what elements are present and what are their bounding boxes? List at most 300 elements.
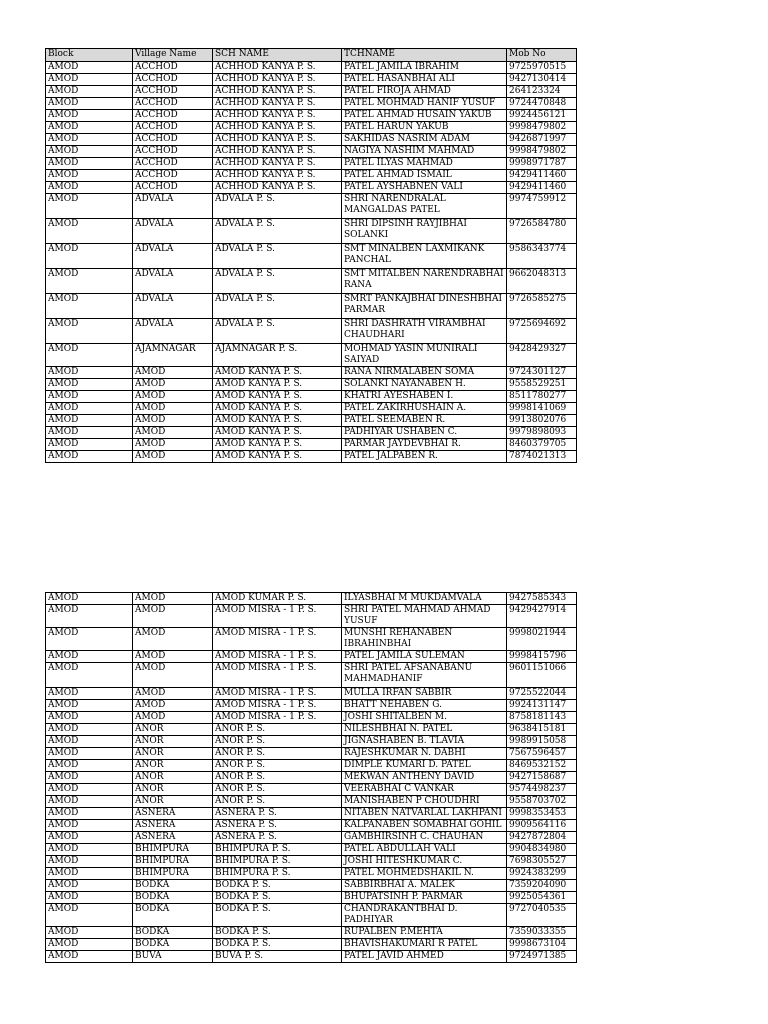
cell-school-name: BHIMPURA P. S. xyxy=(213,844,342,856)
cell-teacher-name: PATEL AHMAD ISMAIL xyxy=(342,170,507,182)
cell-mobile-no: 9558529251 xyxy=(507,379,577,391)
cell-teacher-name: RUPALBEN P.MEHTA xyxy=(342,927,507,939)
cell-mobile-no: 9726584780 xyxy=(507,219,577,244)
table-row xyxy=(46,367,577,379)
cell-school-name: ANOR P. S. xyxy=(213,736,342,748)
cell-mobile-no: 9638415181 xyxy=(507,724,577,736)
cell-block: AMOD xyxy=(46,880,133,892)
cell-teacher-name: PATEL ABDULLAH VALI xyxy=(342,844,507,856)
teacher-table-1 xyxy=(45,48,577,463)
cell-block: AMOD xyxy=(46,939,133,951)
table-row xyxy=(46,122,577,134)
cell-school-name: ADVALA P. S. xyxy=(213,194,342,219)
header-block: Block xyxy=(46,49,133,62)
table-row xyxy=(46,663,577,688)
cell-block: AMOD xyxy=(46,796,133,808)
cell-school-name: AMOD KANYA P. S. xyxy=(213,415,342,427)
cell-village-name: ACCHOD xyxy=(133,122,213,134)
table-row xyxy=(46,62,577,74)
cell-teacher-name: PATEL JAMILA SULEMAN xyxy=(342,651,507,663)
cell-block: AMOD xyxy=(46,808,133,820)
cell-teacher-name: SHRI NARENDRALAL MANGALDAS PATEL xyxy=(342,194,507,219)
cell-mobile-no: 7359033355 xyxy=(507,927,577,939)
cell-village-name: ANOR xyxy=(133,748,213,760)
table-row xyxy=(46,415,577,427)
cell-teacher-name: JOSHI SHITALBEN M. xyxy=(342,712,507,724)
cell-block: AMOD xyxy=(46,182,133,194)
cell-mobile-no: 9725970515 xyxy=(507,62,577,74)
table-row xyxy=(46,427,577,439)
cell-school-name: AMOD KANYA P. S. xyxy=(213,451,342,463)
table-row xyxy=(46,170,577,182)
cell-mobile-no: 9909564116 xyxy=(507,820,577,832)
cell-village-name: BODKA xyxy=(133,939,213,951)
cell-school-name: ACHHOD KANYA P. S. xyxy=(213,182,342,194)
cell-school-name: AMOD MISRA - 1 P. S. xyxy=(213,700,342,712)
cell-village-name: BODKA xyxy=(133,904,213,927)
cell-mobile-no: 7698305527 xyxy=(507,856,577,868)
cell-village-name: ANOR xyxy=(133,724,213,736)
cell-school-name: AMOD MISRA - 1 P. S. xyxy=(213,712,342,724)
cell-village-name: ASNERA xyxy=(133,808,213,820)
cell-teacher-name: SAKHIDAS NASRIM ADAM xyxy=(342,134,507,146)
cell-mobile-no: 264123324 xyxy=(507,86,577,98)
cell-block: AMOD xyxy=(46,856,133,868)
cell-school-name: ASNERA P. S. xyxy=(213,820,342,832)
table-row xyxy=(46,593,577,605)
cell-village-name: BODKA xyxy=(133,880,213,892)
table-row xyxy=(46,294,577,319)
cell-mobile-no: 8758181143 xyxy=(507,712,577,724)
cell-block: AMOD xyxy=(46,712,133,724)
cell-village-name: AMOD xyxy=(133,712,213,724)
cell-teacher-name: SOLANKI NAYANABEN H. xyxy=(342,379,507,391)
table-row xyxy=(46,927,577,939)
cell-village-name: ANOR xyxy=(133,796,213,808)
cell-school-name: ANOR P. S. xyxy=(213,724,342,736)
cell-block: AMOD xyxy=(46,951,133,963)
cell-block: AMOD xyxy=(46,344,133,367)
cell-block: AMOD xyxy=(46,294,133,319)
cell-teacher-name: MULLA IRFAN SABBIR xyxy=(342,688,507,700)
cell-school-name: BODKA P. S. xyxy=(213,939,342,951)
cell-school-name: ACHHOD KANYA P. S. xyxy=(213,74,342,86)
cell-school-name: AMOD KANYA P. S. xyxy=(213,391,342,403)
cell-block: AMOD xyxy=(46,724,133,736)
cell-mobile-no: 7874021313 xyxy=(507,451,577,463)
cell-village-name: BODKA xyxy=(133,927,213,939)
table-row xyxy=(46,269,577,294)
cell-block: AMOD xyxy=(46,832,133,844)
cell-teacher-name: SMT MINALBEN LAXMIKANK PANCHAL xyxy=(342,244,507,269)
cell-block: AMOD xyxy=(46,403,133,415)
cell-mobile-no: 9924131147 xyxy=(507,700,577,712)
cell-village-name: AMOD xyxy=(133,367,213,379)
cell-village-name: ADVALA xyxy=(133,219,213,244)
cell-village-name: ANOR xyxy=(133,784,213,796)
table-row xyxy=(46,244,577,269)
cell-mobile-no: 9998353453 xyxy=(507,808,577,820)
cell-school-name: ANOR P. S. xyxy=(213,784,342,796)
cell-mobile-no: 9429411460 xyxy=(507,182,577,194)
cell-block: AMOD xyxy=(46,820,133,832)
cell-mobile-no: 7567596457 xyxy=(507,748,577,760)
cell-village-name: ACCHOD xyxy=(133,74,213,86)
cell-teacher-name: PATEL MOHMEDSHAKIL N. xyxy=(342,868,507,880)
cell-teacher-name: PATEL JAMILA IBRAHIM xyxy=(342,62,507,74)
cell-block: AMOD xyxy=(46,319,133,344)
table-row xyxy=(46,688,577,700)
cell-school-name: ACHHOD KANYA P. S. xyxy=(213,62,342,74)
cell-teacher-name: SMRT PANKAJBHAI DINESHBHAI PARMAR xyxy=(342,294,507,319)
cell-block: AMOD xyxy=(46,663,133,688)
table-row xyxy=(46,892,577,904)
cell-block: AMOD xyxy=(46,110,133,122)
cell-block: AMOD xyxy=(46,593,133,605)
cell-school-name: AMOD KUMAR P. S. xyxy=(213,593,342,605)
cell-block: AMOD xyxy=(46,269,133,294)
table-row xyxy=(46,856,577,868)
cell-village-name: AMOD xyxy=(133,391,213,403)
cell-block: AMOD xyxy=(46,868,133,880)
cell-block: AMOD xyxy=(46,122,133,134)
cell-village-name: BHIMPURA xyxy=(133,856,213,868)
cell-block: AMOD xyxy=(46,892,133,904)
table-row xyxy=(46,820,577,832)
table-row xyxy=(46,379,577,391)
cell-block: AMOD xyxy=(46,748,133,760)
cell-block: AMOD xyxy=(46,86,133,98)
cell-block: AMOD xyxy=(46,844,133,856)
cell-block: AMOD xyxy=(46,628,133,651)
cell-village-name: ACCHOD xyxy=(133,86,213,98)
table-row xyxy=(46,98,577,110)
cell-block: AMOD xyxy=(46,98,133,110)
cell-mobile-no: 9429411460 xyxy=(507,170,577,182)
cell-teacher-name: CHANDRAKANTBHAI D. PADHIYAR xyxy=(342,904,507,927)
cell-block: AMOD xyxy=(46,688,133,700)
cell-mobile-no: 9725694692 xyxy=(507,319,577,344)
cell-mobile-no: 9998479802 xyxy=(507,146,577,158)
cell-school-name: ANOR P. S. xyxy=(213,796,342,808)
cell-mobile-no: 9726585275 xyxy=(507,294,577,319)
cell-school-name: BHIMPURA P. S. xyxy=(213,868,342,880)
cell-block: AMOD xyxy=(46,605,133,628)
cell-village-name: AMOD xyxy=(133,628,213,651)
cell-block: AMOD xyxy=(46,379,133,391)
cell-school-name: AMOD KANYA P. S. xyxy=(213,379,342,391)
cell-mobile-no: 9558703702 xyxy=(507,796,577,808)
table-row xyxy=(46,134,577,146)
cell-mobile-no: 8511780277 xyxy=(507,391,577,403)
cell-village-name: BODKA xyxy=(133,892,213,904)
cell-teacher-name: PATEL AHMAD HUSAIN YAKUB xyxy=(342,110,507,122)
cell-village-name: AMOD xyxy=(133,593,213,605)
cell-mobile-no: 9925054361 xyxy=(507,892,577,904)
table-row xyxy=(46,344,577,367)
cell-mobile-no: 8460379705 xyxy=(507,439,577,451)
cell-school-name: ACHHOD KANYA P. S. xyxy=(213,170,342,182)
cell-teacher-name: PATEL HARUN YAKUB xyxy=(342,122,507,134)
cell-school-name: ADVALA P. S. xyxy=(213,244,342,269)
cell-block: AMOD xyxy=(46,904,133,927)
cell-school-name: BUVA P. S. xyxy=(213,951,342,963)
table-row xyxy=(46,904,577,927)
cell-school-name: ACHHOD KANYA P. S. xyxy=(213,122,342,134)
table-row xyxy=(46,760,577,772)
cell-teacher-name: SHRI DIPSINH RAYJIBHAI SOLANKI xyxy=(342,219,507,244)
cell-block: AMOD xyxy=(46,772,133,784)
cell-school-name: AMOD MISRA - 1 P. S. xyxy=(213,688,342,700)
header-school-name: SCH NAME xyxy=(213,49,342,62)
cell-mobile-no: 9727040535 xyxy=(507,904,577,927)
cell-teacher-name: NITABEN NATVARLAL LAKHPANI xyxy=(342,808,507,820)
cell-village-name: AMOD xyxy=(133,379,213,391)
header-village-name: Village Name xyxy=(133,49,213,62)
cell-mobile-no: 9904834980 xyxy=(507,844,577,856)
table-row xyxy=(46,796,577,808)
cell-mobile-no: 9601151066 xyxy=(507,663,577,688)
cell-village-name: AMOD xyxy=(133,403,213,415)
cell-teacher-name: PADHIYAR USHABEN C. xyxy=(342,427,507,439)
cell-teacher-name: PATEL ILYAS MAHMAD xyxy=(342,158,507,170)
table-row xyxy=(46,74,577,86)
cell-school-name: AMOD KANYA P. S. xyxy=(213,367,342,379)
table-row xyxy=(46,880,577,892)
cell-village-name: ASNERA xyxy=(133,820,213,832)
cell-village-name: BUVA xyxy=(133,951,213,963)
cell-teacher-name: BHUPATSINH P. PARMAR xyxy=(342,892,507,904)
cell-block: AMOD xyxy=(46,391,133,403)
cell-school-name: ADVALA P. S. xyxy=(213,319,342,344)
cell-teacher-name: KALPANABEN SOMABHAI GOHIL xyxy=(342,820,507,832)
table-row xyxy=(46,736,577,748)
cell-mobile-no: 9998415796 xyxy=(507,651,577,663)
cell-block: AMOD xyxy=(46,784,133,796)
cell-block: AMOD xyxy=(46,74,133,86)
cell-village-name: ACCHOD xyxy=(133,98,213,110)
cell-village-name: ACCHOD xyxy=(133,170,213,182)
cell-block: AMOD xyxy=(46,146,133,158)
cell-block: AMOD xyxy=(46,367,133,379)
cell-block: AMOD xyxy=(46,736,133,748)
cell-mobile-no: 9998971787 xyxy=(507,158,577,170)
cell-mobile-no: 9998673104 xyxy=(507,939,577,951)
cell-mobile-no: 8469532152 xyxy=(507,760,577,772)
cell-mobile-no: 9998141069 xyxy=(507,403,577,415)
cell-teacher-name: MANISHABEN P CHOUDHRI xyxy=(342,796,507,808)
cell-mobile-no: 9428429327 xyxy=(507,344,577,367)
cell-mobile-no: 9574498237 xyxy=(507,784,577,796)
cell-block: AMOD xyxy=(46,134,133,146)
cell-teacher-name: PATEL AYSHABNEN VALI xyxy=(342,182,507,194)
cell-block: AMOD xyxy=(46,170,133,182)
table-row xyxy=(46,748,577,760)
cell-mobile-no: 9989915058 xyxy=(507,736,577,748)
cell-school-name: ACHHOD KANYA P. S. xyxy=(213,134,342,146)
cell-village-name: AJAMNAGAR xyxy=(133,344,213,367)
cell-school-name: BODKA P. S. xyxy=(213,880,342,892)
table-row xyxy=(46,219,577,244)
cell-village-name: BHIMPURA xyxy=(133,868,213,880)
cell-school-name: BODKA P. S. xyxy=(213,904,342,927)
cell-village-name: BHIMPURA xyxy=(133,844,213,856)
cell-teacher-name: RAJESHKUMAR N. DABHI xyxy=(342,748,507,760)
table-row xyxy=(46,86,577,98)
cell-block: AMOD xyxy=(46,451,133,463)
cell-village-name: AMOD xyxy=(133,688,213,700)
cell-school-name: AMOD MISRA - 1 P. S. xyxy=(213,628,342,651)
cell-teacher-name: SHRI DASHRATH VIRAMBHAI CHAUDHARI xyxy=(342,319,507,344)
cell-village-name: ACCHOD xyxy=(133,158,213,170)
cell-block: AMOD xyxy=(46,427,133,439)
table-row xyxy=(46,844,577,856)
cell-teacher-name: PATEL JAVID AHMED xyxy=(342,951,507,963)
cell-village-name: ADVALA xyxy=(133,269,213,294)
cell-teacher-name: VEERABHAI C VANKAR xyxy=(342,784,507,796)
table-row xyxy=(46,651,577,663)
cell-mobile-no: 9586343774 xyxy=(507,244,577,269)
cell-mobile-no: 9426871997 xyxy=(507,134,577,146)
cell-mobile-no: 9724470848 xyxy=(507,98,577,110)
cell-teacher-name: NILESHBHAI N. PATEL xyxy=(342,724,507,736)
cell-village-name: AMOD xyxy=(133,451,213,463)
cell-teacher-name: KHATRI AYESHABEN I. xyxy=(342,391,507,403)
cell-village-name: AMOD xyxy=(133,651,213,663)
table-row xyxy=(46,939,577,951)
cell-school-name: AMOD KANYA P. S. xyxy=(213,403,342,415)
cell-mobile-no: 9974759912 xyxy=(507,194,577,219)
cell-block: AMOD xyxy=(46,62,133,74)
table-row xyxy=(46,832,577,844)
cell-mobile-no: 9724301127 xyxy=(507,367,577,379)
cell-village-name: ACCHOD xyxy=(133,62,213,74)
cell-teacher-name: SHRI PATEL AFSANABANU MAHMADHANIF xyxy=(342,663,507,688)
cell-teacher-name: PATEL HASANBHAI ALI xyxy=(342,74,507,86)
table-row xyxy=(46,868,577,880)
cell-school-name: AMOD KANYA P. S. xyxy=(213,427,342,439)
cell-block: AMOD xyxy=(46,927,133,939)
cell-teacher-name: NAGIYA NASHIM MAHMAD xyxy=(342,146,507,158)
table-row xyxy=(46,784,577,796)
cell-school-name: AJAMNAGAR P. S. xyxy=(213,344,342,367)
cell-mobile-no: 9998021944 xyxy=(507,628,577,651)
cell-school-name: ADVALA P. S. xyxy=(213,219,342,244)
cell-mobile-no: 9979898093 xyxy=(507,427,577,439)
cell-teacher-name: RANA NIRMALABEN SOMA xyxy=(342,367,507,379)
table-row xyxy=(46,158,577,170)
cell-school-name: BHIMPURA P. S. xyxy=(213,856,342,868)
table-row xyxy=(46,319,577,344)
cell-school-name: ANOR P. S. xyxy=(213,772,342,784)
table-row xyxy=(46,628,577,651)
cell-mobile-no: 9662048313 xyxy=(507,269,577,294)
cell-village-name: ASNERA xyxy=(133,832,213,844)
cell-village-name: ADVALA xyxy=(133,194,213,219)
header-row xyxy=(46,49,577,62)
cell-village-name: ANOR xyxy=(133,736,213,748)
table-row xyxy=(46,391,577,403)
table-row xyxy=(46,439,577,451)
cell-mobile-no: 9725522044 xyxy=(507,688,577,700)
table-row xyxy=(46,605,577,628)
cell-teacher-name: PATEL ZAKIRHUSHAIN A. xyxy=(342,403,507,415)
header-teacher-name: TCHNAME xyxy=(342,49,507,62)
table-row xyxy=(46,110,577,122)
cell-school-name: BODKA P. S. xyxy=(213,927,342,939)
cell-mobile-no: 9913802076 xyxy=(507,415,577,427)
cell-block: AMOD xyxy=(46,415,133,427)
table-row xyxy=(46,182,577,194)
cell-block: AMOD xyxy=(46,194,133,219)
cell-teacher-name: MEKWAN ANTHENY DAVID xyxy=(342,772,507,784)
table-row xyxy=(46,146,577,158)
cell-village-name: ANOR xyxy=(133,760,213,772)
cell-village-name: AMOD xyxy=(133,415,213,427)
cell-teacher-name: MOHMAD YASIN MUNIRALI SAIYAD xyxy=(342,344,507,367)
cell-school-name: ASNERA P. S. xyxy=(213,832,342,844)
cell-block: AMOD xyxy=(46,700,133,712)
cell-village-name: AMOD xyxy=(133,663,213,688)
cell-village-name: ACCHOD xyxy=(133,110,213,122)
cell-teacher-name: MUNSHI REHANABEN IBRAHINBHAI xyxy=(342,628,507,651)
table-row xyxy=(46,700,577,712)
cell-village-name: AMOD xyxy=(133,700,213,712)
cell-school-name: BODKA P. S. xyxy=(213,892,342,904)
cell-mobile-no: 9924383299 xyxy=(507,868,577,880)
cell-mobile-no: 9998479802 xyxy=(507,122,577,134)
cell-village-name: ANOR xyxy=(133,772,213,784)
cell-school-name: ACHHOD KANYA P. S. xyxy=(213,110,342,122)
cell-school-name: AMOD MISRA - 1 P. S. xyxy=(213,651,342,663)
cell-village-name: AMOD xyxy=(133,439,213,451)
cell-teacher-name: PARMAR JAYDEVBHAI R. xyxy=(342,439,507,451)
cell-block: AMOD xyxy=(46,158,133,170)
cell-teacher-name: DIMPLE KUMARI D. PATEL xyxy=(342,760,507,772)
cell-mobile-no: 7359204090 xyxy=(507,880,577,892)
cell-block: AMOD xyxy=(46,244,133,269)
cell-village-name: ACCHOD xyxy=(133,182,213,194)
table-row xyxy=(46,772,577,784)
cell-village-name: ADVALA xyxy=(133,244,213,269)
cell-village-name: ACCHOD xyxy=(133,146,213,158)
cell-village-name: ACCHOD xyxy=(133,134,213,146)
cell-school-name: ASNERA P. S. xyxy=(213,808,342,820)
cell-school-name: ACHHOD KANYA P. S. xyxy=(213,158,342,170)
cell-teacher-name: ILYASBHAI M MUKDAMVALA xyxy=(342,593,507,605)
cell-school-name: ADVALA P. S. xyxy=(213,269,342,294)
cell-teacher-name: BHAVISHAKUMARI R PATEL xyxy=(342,939,507,951)
cell-teacher-name: BHATT NEHABEN G. xyxy=(342,700,507,712)
table-row xyxy=(46,951,577,963)
cell-teacher-name: SMT MITALBEN NARENDRABHAI RANA xyxy=(342,269,507,294)
cell-school-name: AMOD KANYA P. S. xyxy=(213,439,342,451)
cell-village-name: AMOD xyxy=(133,427,213,439)
cell-school-name: AMOD MISRA - 1 P. S. xyxy=(213,663,342,688)
cell-school-name: ACHHOD KANYA P. S. xyxy=(213,146,342,158)
table-row xyxy=(46,451,577,463)
cell-school-name: ANOR P. S. xyxy=(213,760,342,772)
table-row xyxy=(46,194,577,219)
cell-mobile-no: 9724971385 xyxy=(507,951,577,963)
cell-village-name: AMOD xyxy=(133,605,213,628)
cell-school-name: ACHHOD KANYA P. S. xyxy=(213,98,342,110)
table-row xyxy=(46,403,577,415)
cell-teacher-name: SABBIRBHAI A. MALEK xyxy=(342,880,507,892)
cell-teacher-name: JIGNASHABEN B. TLAVIA xyxy=(342,736,507,748)
cell-village-name: ADVALA xyxy=(133,294,213,319)
cell-teacher-name: JOSHI HITESHKUMAR C. xyxy=(342,856,507,868)
